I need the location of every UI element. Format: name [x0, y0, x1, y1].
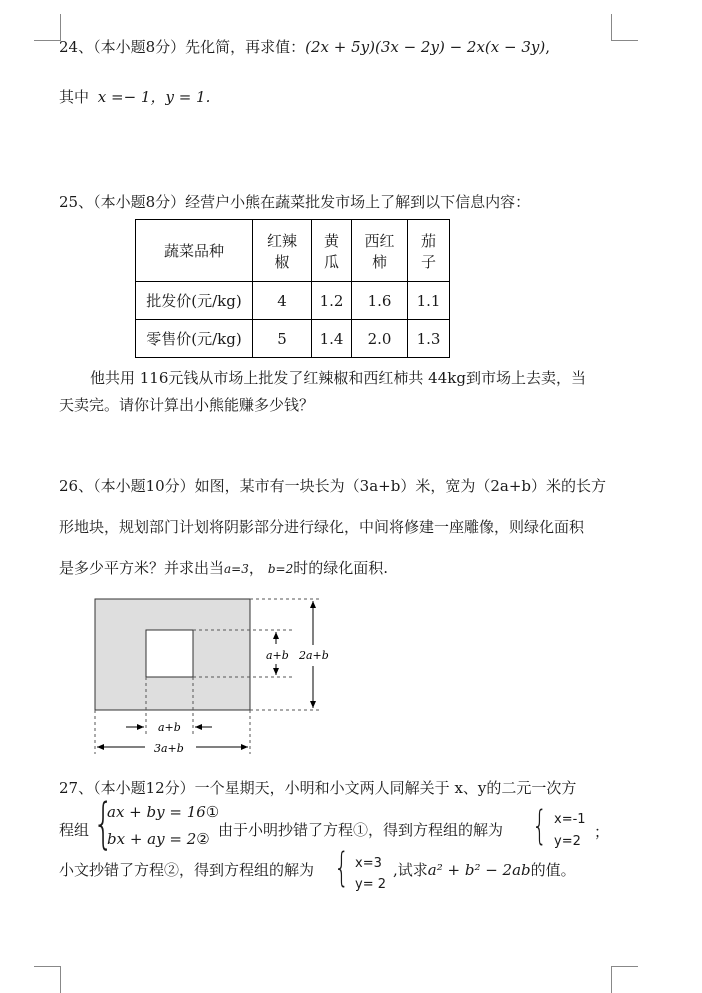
outer-plot-shaded	[95, 599, 250, 710]
table-cell: 1.1	[408, 282, 450, 320]
solution2-y: y= 2	[355, 877, 386, 892]
solution1-y: y=2	[554, 834, 581, 849]
vegetable-price-table	[135, 219, 450, 358]
q27-line3-try: ,试求	[393, 861, 428, 879]
outer-height-label: 2a+b	[299, 649, 329, 662]
table-row	[136, 282, 450, 320]
q26-line1: 26、（本小题10分）如图，某市有一块长为（3a+b）米，宽为（2a+b）米的长方	[59, 477, 606, 495]
table-row-label: 批发价(元/kg)	[136, 282, 253, 320]
q25-lead: 25、（本小题8分）经营户小熊在蔬菜批发市场上了解到以下信息内容：	[59, 193, 531, 211]
crop-mark-top-right	[611, 14, 638, 41]
table-cell: 1.2	[312, 282, 352, 320]
solution2-x: x=3	[355, 856, 382, 871]
table-cell: 5	[253, 320, 312, 358]
q25-body-line1: 他共用 116元钱从市场上批发了红辣椒和西红柿共 44kg到市场上去卖，当	[90, 369, 586, 387]
table-header-xihongshi: 西红 柿	[352, 220, 408, 282]
q26-condition-a: a=3	[224, 562, 249, 576]
q26-condition-b: b=2	[267, 562, 294, 576]
q24-line1	[59, 36, 550, 57]
table-header-hongjiaojiao: 红辣 椒	[253, 220, 312, 282]
inner-height-label: a+b	[266, 649, 289, 662]
table-cell: 4	[253, 282, 312, 320]
solution1-tail: ；	[594, 823, 610, 841]
q24-lead: 24、（本小题8分）先化简，再求值：	[59, 38, 306, 56]
q24-expression-tail: ,	[545, 38, 550, 56]
table-cell: 1.6	[352, 282, 408, 320]
table-cell: 2.0	[352, 320, 408, 358]
outer-width-label: 3a+b	[154, 742, 184, 755]
table-cell: 1.3	[408, 320, 450, 358]
solution2-left-brace: {	[334, 845, 350, 891]
q26-line3-lead: 是多少平方米？并求出当	[59, 559, 225, 577]
table-row	[136, 320, 450, 358]
q27-line3-end: 的值。	[530, 861, 576, 879]
inner-statue-area	[146, 630, 193, 677]
table-header-qiezi: 茄 子	[408, 220, 450, 282]
crop-mark-bottom-right	[611, 966, 638, 993]
q27-line1: 27、（本小题12分）一个星期天，小明和小文两人同解关于 x、y的二元一次方	[59, 779, 577, 797]
solution1-left-brace: {	[532, 803, 548, 849]
crop-mark-top-left	[34, 14, 61, 41]
q26-line3	[59, 557, 388, 578]
system-equation-2: bx + ay = 2②	[107, 830, 210, 848]
q25-body-line2: 天卖完。请你计算出小熊能赚多少钱？	[59, 396, 315, 414]
inner-width-label: a+b	[158, 721, 181, 734]
q24-expression: (2x + 5y)(3x − 2y) − 2x(x − 3y)	[305, 38, 546, 56]
q26-separator: ，	[248, 559, 264, 577]
q26-line3-tail: 时的绿化面积.	[293, 559, 389, 577]
q26-line2: 形地块，规划部门计划将阴影部分进行绿化，中间将修建一座雕像，则绿化面积	[59, 518, 585, 536]
q27-target-expression: a² + b² − 2ab	[427, 861, 531, 879]
table-corner-header: 蔬菜品种	[136, 220, 253, 282]
crop-mark-bottom-left	[34, 966, 61, 993]
table-header-huanggua: 黄 瓜	[312, 220, 352, 282]
system-left-brace: {	[93, 792, 114, 855]
q27-line2-lead: 程组	[59, 821, 90, 839]
q24-condition-lead: 其中	[59, 88, 90, 106]
q27-line3-tail	[393, 859, 576, 880]
table-row-label: 零售价(元/kg)	[136, 320, 253, 358]
solution1-x: x=-1	[554, 812, 586, 827]
q27-line2-text: 由于小明抄错了方程①，得到方程组的解为	[218, 821, 504, 839]
table-cell: 1.4	[312, 320, 352, 358]
q27-line3-lead: 小文抄错了方程②，得到方程组的解为	[59, 861, 315, 879]
q24-line2	[59, 86, 210, 107]
system-equation-1: ax + by = 16①	[107, 803, 220, 821]
q24-condition: x =− 1，y = 1.	[97, 88, 211, 106]
